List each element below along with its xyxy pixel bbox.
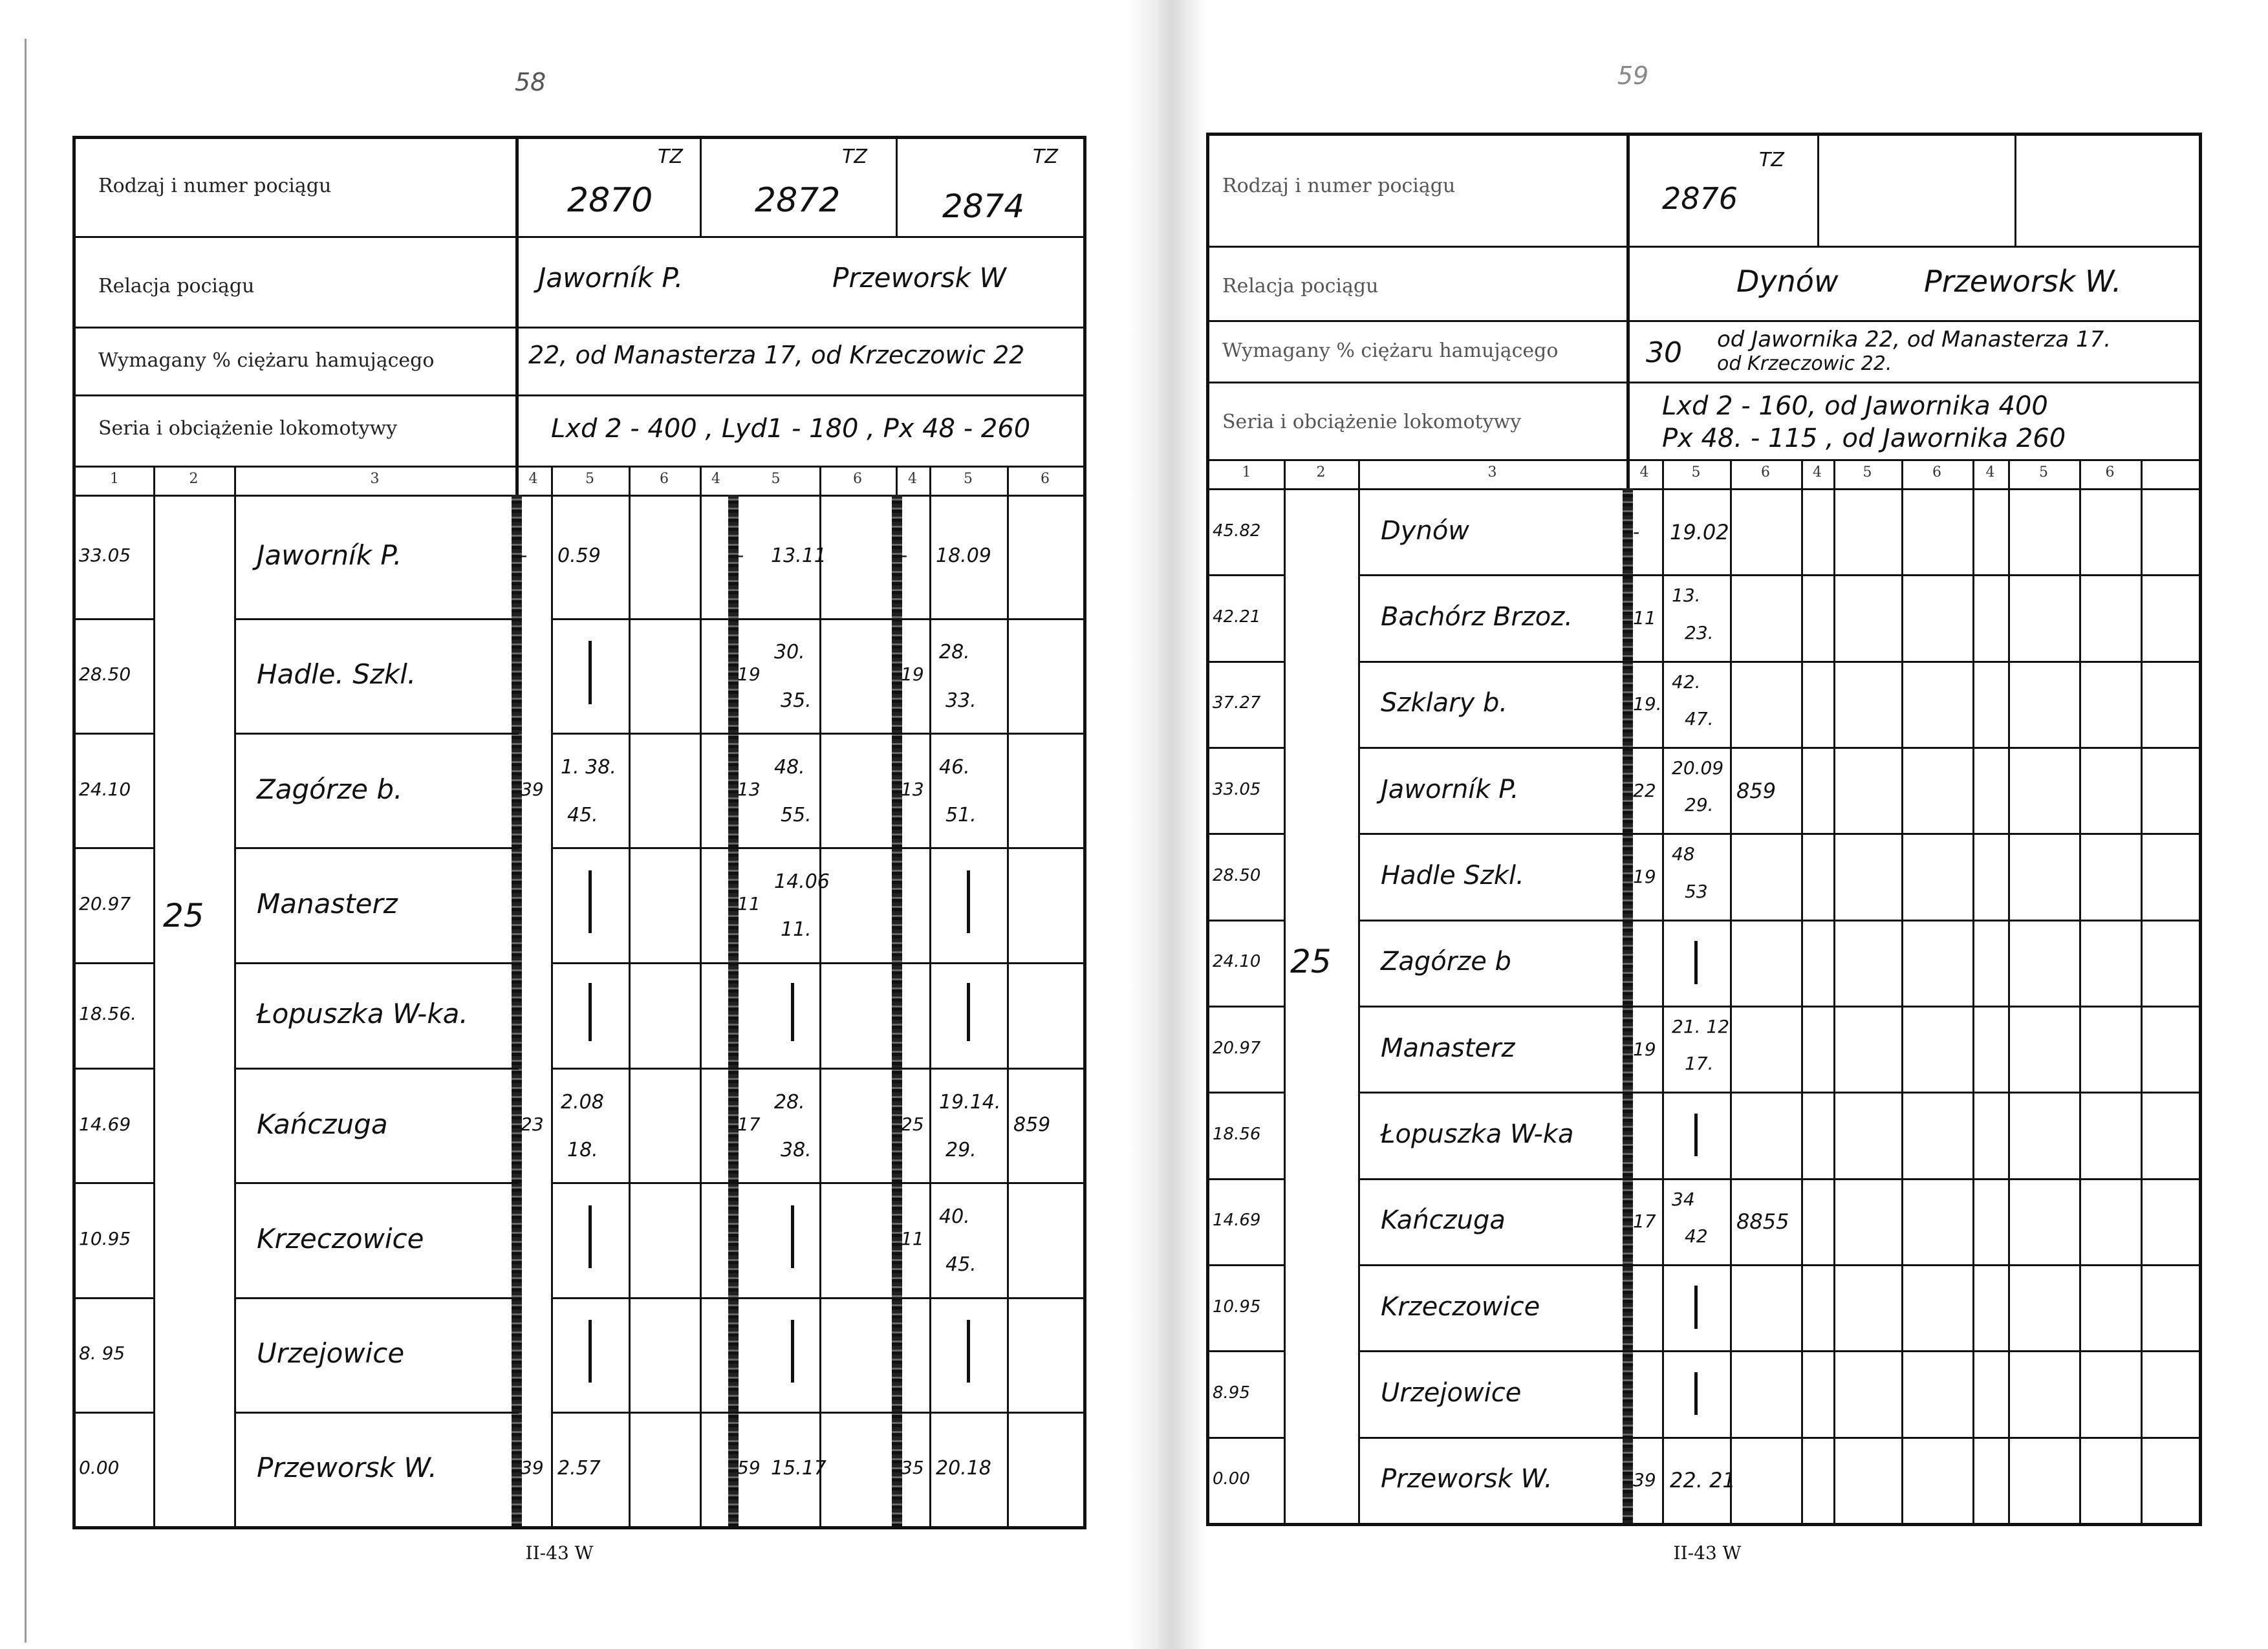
station-km: 28.50 (1213, 866, 1261, 885)
relation-to: Przeworsk W (832, 262, 1006, 294)
row-line (76, 1068, 153, 1070)
grid-line (234, 466, 236, 1526)
station-km: 20.97 (1213, 1038, 1261, 1058)
passing-mark (1694, 941, 1698, 984)
station-name: Jaworník P. (257, 539, 402, 572)
station-km: 18.56. (79, 1003, 137, 1025)
station-km: 8.95 (1213, 1383, 1250, 1403)
station-name: Łopuszka W-ka (1381, 1119, 1574, 1149)
arrival-time: 48 (1672, 843, 1695, 865)
arrival-time: 1. 38. (561, 755, 616, 779)
departure-time: 38. (781, 1138, 812, 1161)
arrival-time: 19.14. (939, 1090, 1001, 1114)
braking-weight-label: Wymagany % ciężaru hamującego (98, 349, 435, 372)
locomotive-line-1: Lxd 2 - 160, od Jawornika 400 (1662, 391, 2048, 421)
column-number: 6 (853, 471, 862, 487)
arrival-minutes: 17 (1633, 1211, 1656, 1233)
row-line (234, 618, 519, 620)
row-line (551, 1412, 1083, 1414)
station-name: Dynów (1381, 515, 1470, 546)
row-line (1209, 833, 1284, 835)
departure-time: 45. (945, 1253, 977, 1277)
arrival-time: 14.06 (774, 870, 830, 893)
passing-mark (791, 983, 794, 1041)
train-column-divider (512, 495, 522, 1526)
train-number: 2870 (567, 181, 653, 220)
page-footer: II-43 W (525, 1542, 594, 1564)
station-km: 0.00 (1213, 1469, 1250, 1489)
arrival-minutes: 59 (737, 1457, 761, 1479)
station-km: 33.05 (1213, 779, 1261, 799)
train-relation-label: Relacja pociągu (98, 275, 255, 297)
arrival-minutes: 23 (521, 1113, 544, 1135)
braking-weight-label: Wymagany % ciężaru hamującego (1222, 339, 1559, 362)
station-name: Zagórze b (1381, 947, 1511, 977)
arrival-time: 42. (1672, 671, 1701, 693)
station-km: 28.50 (79, 663, 131, 685)
passing-mark (589, 1320, 592, 1383)
departure-time: 17. (1685, 1053, 1714, 1075)
arrival-minutes: 25 (901, 1113, 924, 1135)
station-km: 45.82 (1213, 521, 1261, 541)
column-number: 4 (711, 471, 720, 487)
column-number: 4 (908, 471, 917, 487)
grid-line (1662, 459, 1664, 1523)
pass-time: 22. 21 (1670, 1468, 1736, 1493)
passing-mark (791, 1320, 794, 1383)
passing-mark (1694, 1114, 1698, 1157)
arrival-minutes: 19 (1633, 866, 1656, 887)
train-number-label: Rodzaj i numer pociągu (98, 175, 332, 197)
row-line (76, 1412, 153, 1414)
grid-line (2141, 459, 2143, 1523)
column-number: 3 (1487, 464, 1497, 480)
train-tz-label: TZ (658, 146, 683, 168)
departure-time: 11. (781, 918, 812, 942)
column-number: 6 (2105, 464, 2115, 480)
column-number: 5 (771, 471, 781, 487)
passing-mark (1694, 1286, 1698, 1329)
arrival-minutes: - (737, 544, 744, 566)
departure-time: 47. (1685, 708, 1714, 729)
grid-line (1730, 459, 1732, 1523)
arrival-minutes: - (1633, 521, 1640, 543)
row-line (1209, 1350, 1284, 1352)
arrival-minutes: 11 (901, 1227, 924, 1249)
passing-mark (589, 641, 592, 704)
row-line (76, 1297, 153, 1299)
row-line (551, 847, 1083, 849)
station-km: 8. 95 (79, 1342, 125, 1364)
crossing-train: 859 (1736, 778, 1777, 803)
grid-line (2079, 459, 2081, 1523)
passing-mark (967, 983, 970, 1041)
row-line (551, 1297, 1083, 1299)
grid-line (1833, 459, 1835, 1523)
station-name: Kańczuga (257, 1108, 388, 1140)
station-name: Krzeczowice (257, 1222, 424, 1255)
pass-time: 15.17 (771, 1457, 826, 1480)
column-number: 6 (660, 471, 669, 487)
row-line (1358, 1437, 2199, 1439)
column-number: 1 (1242, 464, 1251, 480)
row-line (1358, 747, 2199, 749)
column-number: 5 (964, 471, 973, 487)
row-line (551, 962, 1083, 964)
train-tz-label: TZ (842, 146, 867, 168)
row-line (1209, 747, 1284, 749)
row-line (551, 1182, 1083, 1184)
grid-line (819, 466, 821, 1526)
station-km: 10.95 (1213, 1297, 1261, 1317)
row-line (234, 1297, 519, 1299)
row-line (76, 847, 153, 849)
braking-main-value: 30 (1646, 336, 1682, 369)
braking-line-1: od Jawornika 22, od Manasterza 17. (1717, 327, 2111, 352)
row-line (1358, 833, 2199, 835)
station-km: 33.05 (79, 544, 131, 566)
station-km: 14.69 (1213, 1211, 1261, 1231)
grid-line (629, 466, 631, 1526)
relation-from: Dynów (1736, 264, 1839, 299)
column-number: 4 (528, 471, 538, 487)
row-line (551, 1068, 1083, 1070)
row-line (1358, 1178, 2199, 1180)
arrival-time: 34 (1672, 1188, 1695, 1210)
departure-time: 29. (945, 1138, 977, 1161)
locomotive-label: Seria i obciążenie lokomotywy (98, 417, 398, 440)
book-spine-shadow (1129, 0, 1206, 1649)
row-line (1358, 920, 2199, 921)
departure-time: 55. (781, 803, 812, 826)
grid-line (1901, 459, 1903, 1523)
station-name: Urzejowice (257, 1337, 405, 1370)
departure-time: 35. (781, 689, 812, 712)
station-km: 42.21 (1213, 607, 1261, 627)
train-column-divider (728, 495, 739, 1526)
column-number: 6 (1932, 464, 1941, 480)
row-line (234, 1412, 519, 1414)
grid-line (153, 466, 155, 1526)
row-line (1209, 1178, 1284, 1180)
row-line (1209, 574, 1284, 576)
arrival-minutes: 39 (521, 778, 544, 800)
arrival-time: 13. (1672, 585, 1701, 607)
arrival-time: 21. 12 (1672, 1016, 1730, 1037)
column-number: 5 (2039, 464, 2048, 480)
arrival-minutes: 39 (521, 1457, 544, 1479)
speed-value: 25 (163, 897, 204, 935)
arrival-minutes: 11 (737, 892, 761, 914)
station-name: Krzeczowice (1381, 1291, 1540, 1322)
pass-time: 20.18 (936, 1457, 991, 1480)
pass-time: 19.02 (1670, 519, 1729, 544)
grid-line (551, 466, 553, 1526)
passing-mark (967, 870, 970, 933)
row-line (234, 1182, 519, 1184)
arrival-minutes: 17 (737, 1113, 761, 1135)
arrival-minutes: 35 (901, 1457, 924, 1479)
column-number: 5 (1863, 464, 1872, 480)
column-number: 4 (1985, 464, 1995, 480)
arrival-minutes: 13 (737, 778, 761, 800)
arrival-minutes: - (901, 544, 908, 566)
departure-time: 18. (567, 1138, 598, 1161)
relation-from: Jaworník P. (538, 262, 684, 294)
column-number: 6 (1761, 464, 1770, 480)
column-number: 5 (1691, 464, 1701, 480)
arrival-minutes: 11 (1633, 607, 1656, 629)
locomotive-line-2: Px 48. - 115 , od Jawornika 260 (1662, 424, 2066, 453)
row-line (551, 618, 1083, 620)
arrival-minutes: 19. (1633, 693, 1662, 715)
passing-mark (967, 1320, 970, 1383)
row-line (1358, 1006, 2199, 1008)
arrival-minutes: 13 (901, 778, 924, 800)
crossing-train: 8855 (1736, 1209, 1789, 1234)
column-number: 1 (110, 471, 119, 487)
arrival-time: 28. (774, 1090, 805, 1114)
passing-mark (589, 1205, 592, 1268)
column-number: 4 (1813, 464, 1822, 480)
pass-time: 13.11 (771, 544, 826, 568)
station-name: Zagórze b. (257, 773, 403, 805)
row-line (1209, 1437, 1284, 1439)
arrival-minutes: 22 (1633, 779, 1656, 801)
column-number: 5 (585, 471, 594, 487)
arrival-time: 2.08 (561, 1090, 604, 1114)
row-line (1358, 661, 2199, 663)
row-line (1358, 1264, 2199, 1266)
train-number: 2876 (1662, 181, 1738, 216)
crossing-train: 859 (1013, 1113, 1051, 1136)
column-number: 4 (1639, 464, 1649, 480)
column-number: 2 (1316, 464, 1326, 480)
arrival-time: 40. (939, 1205, 970, 1228)
arrival-time: 28. (939, 641, 970, 664)
row-line (234, 733, 519, 735)
train-tz-label: TZ (1033, 146, 1058, 168)
right-page (1206, 0, 2268, 1649)
station-name: Przeworsk W. (257, 1452, 437, 1484)
timetable-right (1206, 133, 2202, 1526)
grid-line (1972, 459, 1974, 1523)
row-line (1209, 1264, 1284, 1266)
locomotive-label: Seria i obciążenie lokomotywy (1222, 411, 1522, 433)
station-km: 20.97 (79, 892, 131, 914)
row-line (551, 733, 1083, 735)
station-km: 37.27 (1213, 693, 1261, 713)
departure-time: 33. (945, 689, 977, 712)
relation-to: Przeworsk W. (1924, 264, 2122, 299)
station-name: Łopuszka W-ka. (257, 998, 468, 1030)
station-km: 24.10 (1213, 952, 1261, 972)
locomotive-values: Lxd 2 - 400 , Lyd1 - 180 , Px 48 - 260 (551, 414, 1031, 444)
train-relation-label: Relacja pociągu (1222, 275, 1379, 297)
departure-time: 23. (1685, 621, 1714, 643)
train-number-label: Rodzaj i numer pociągu (1222, 175, 1456, 197)
grid-line (700, 466, 702, 1526)
train-number: 2874 (942, 188, 1025, 225)
pass-time: 18.09 (936, 544, 991, 568)
braking-line-2: od Krzeczowic 22. (1717, 352, 1892, 375)
column-number: 6 (1041, 471, 1050, 487)
arrival-minutes: 39 (1633, 1469, 1656, 1491)
station-km: 24.10 (79, 778, 131, 800)
row-line (234, 847, 519, 849)
station-km: 0.00 (79, 1457, 120, 1479)
grid-line (1801, 459, 1803, 1523)
station-km: 10.95 (79, 1227, 131, 1249)
arrival-minutes: 19 (1633, 1038, 1656, 1060)
station-name: Hadle Szkl. (1381, 861, 1524, 890)
row-line (1358, 1350, 2199, 1352)
departure-time: 42 (1685, 1225, 1708, 1247)
station-name: Manasterz (1381, 1033, 1515, 1063)
passing-mark (589, 983, 592, 1041)
left-page (0, 0, 1129, 1649)
arrival-time: 30. (774, 641, 805, 664)
station-name: Hadle. Szkl. (257, 658, 416, 691)
page-number: 59 (1617, 61, 1649, 90)
row-line (1209, 1006, 1284, 1008)
row-line (1209, 1092, 1284, 1094)
grid-line (929, 466, 931, 1526)
passing-mark (1694, 1372, 1698, 1416)
arrival-minutes: 19 (737, 663, 761, 685)
station-km: 18.56 (1213, 1125, 1261, 1144)
station-name: Jaworník P. (1381, 774, 1519, 804)
station-name: Kańczuga (1381, 1205, 1506, 1236)
departure-time: 51. (945, 803, 977, 826)
station-km: 14.69 (79, 1113, 131, 1135)
departure-time: 29. (1685, 794, 1714, 816)
arrival-time: 46. (939, 755, 970, 779)
row-line (76, 962, 153, 964)
row-line (234, 962, 519, 964)
grid-line (2008, 459, 2010, 1523)
row-line (76, 1182, 153, 1184)
passing-mark (791, 1205, 794, 1268)
column-number: 3 (370, 471, 380, 487)
column-number: 2 (189, 471, 199, 487)
departure-time: 53 (1685, 880, 1708, 902)
row-line (234, 1068, 519, 1070)
row-line (76, 618, 153, 620)
pass-time: 2.57 (557, 1457, 601, 1480)
speed-value: 25 (1290, 943, 1332, 981)
station-name: Manasterz (257, 887, 398, 920)
train-tz-label: TZ (1759, 149, 1784, 171)
station-name: Bachórz Brzoz. (1381, 602, 1573, 632)
timetable-left (72, 136, 1086, 1529)
row-line (1209, 661, 1284, 663)
train-column-divider (892, 495, 902, 1526)
row-line (1209, 920, 1284, 921)
grid-line (1284, 459, 1286, 1523)
train-number: 2872 (755, 181, 841, 220)
row-line (1358, 574, 2199, 576)
station-name: Szklary b. (1381, 688, 1508, 718)
grid-line (1358, 459, 1360, 1523)
station-name: Urzejowice (1381, 1378, 1522, 1408)
braking-values: 22, od Manasterza 17, od Krzeczowic 22 (528, 341, 1025, 369)
arrival-minutes: - (521, 544, 528, 566)
page-number: 58 (514, 68, 546, 96)
page-footer: II-43 W (1673, 1542, 1742, 1564)
departure-time: 45. (567, 803, 598, 826)
arrival-time: 20.09 (1672, 757, 1724, 779)
passing-mark (589, 870, 592, 933)
row-line (76, 733, 153, 735)
arrival-minutes: 19 (901, 663, 924, 685)
station-name: Przeworsk W. (1381, 1464, 1553, 1494)
pass-time: 0.59 (557, 544, 601, 568)
row-line (1358, 1092, 2199, 1094)
grid-line (1007, 466, 1009, 1526)
arrival-time: 48. (774, 755, 805, 779)
